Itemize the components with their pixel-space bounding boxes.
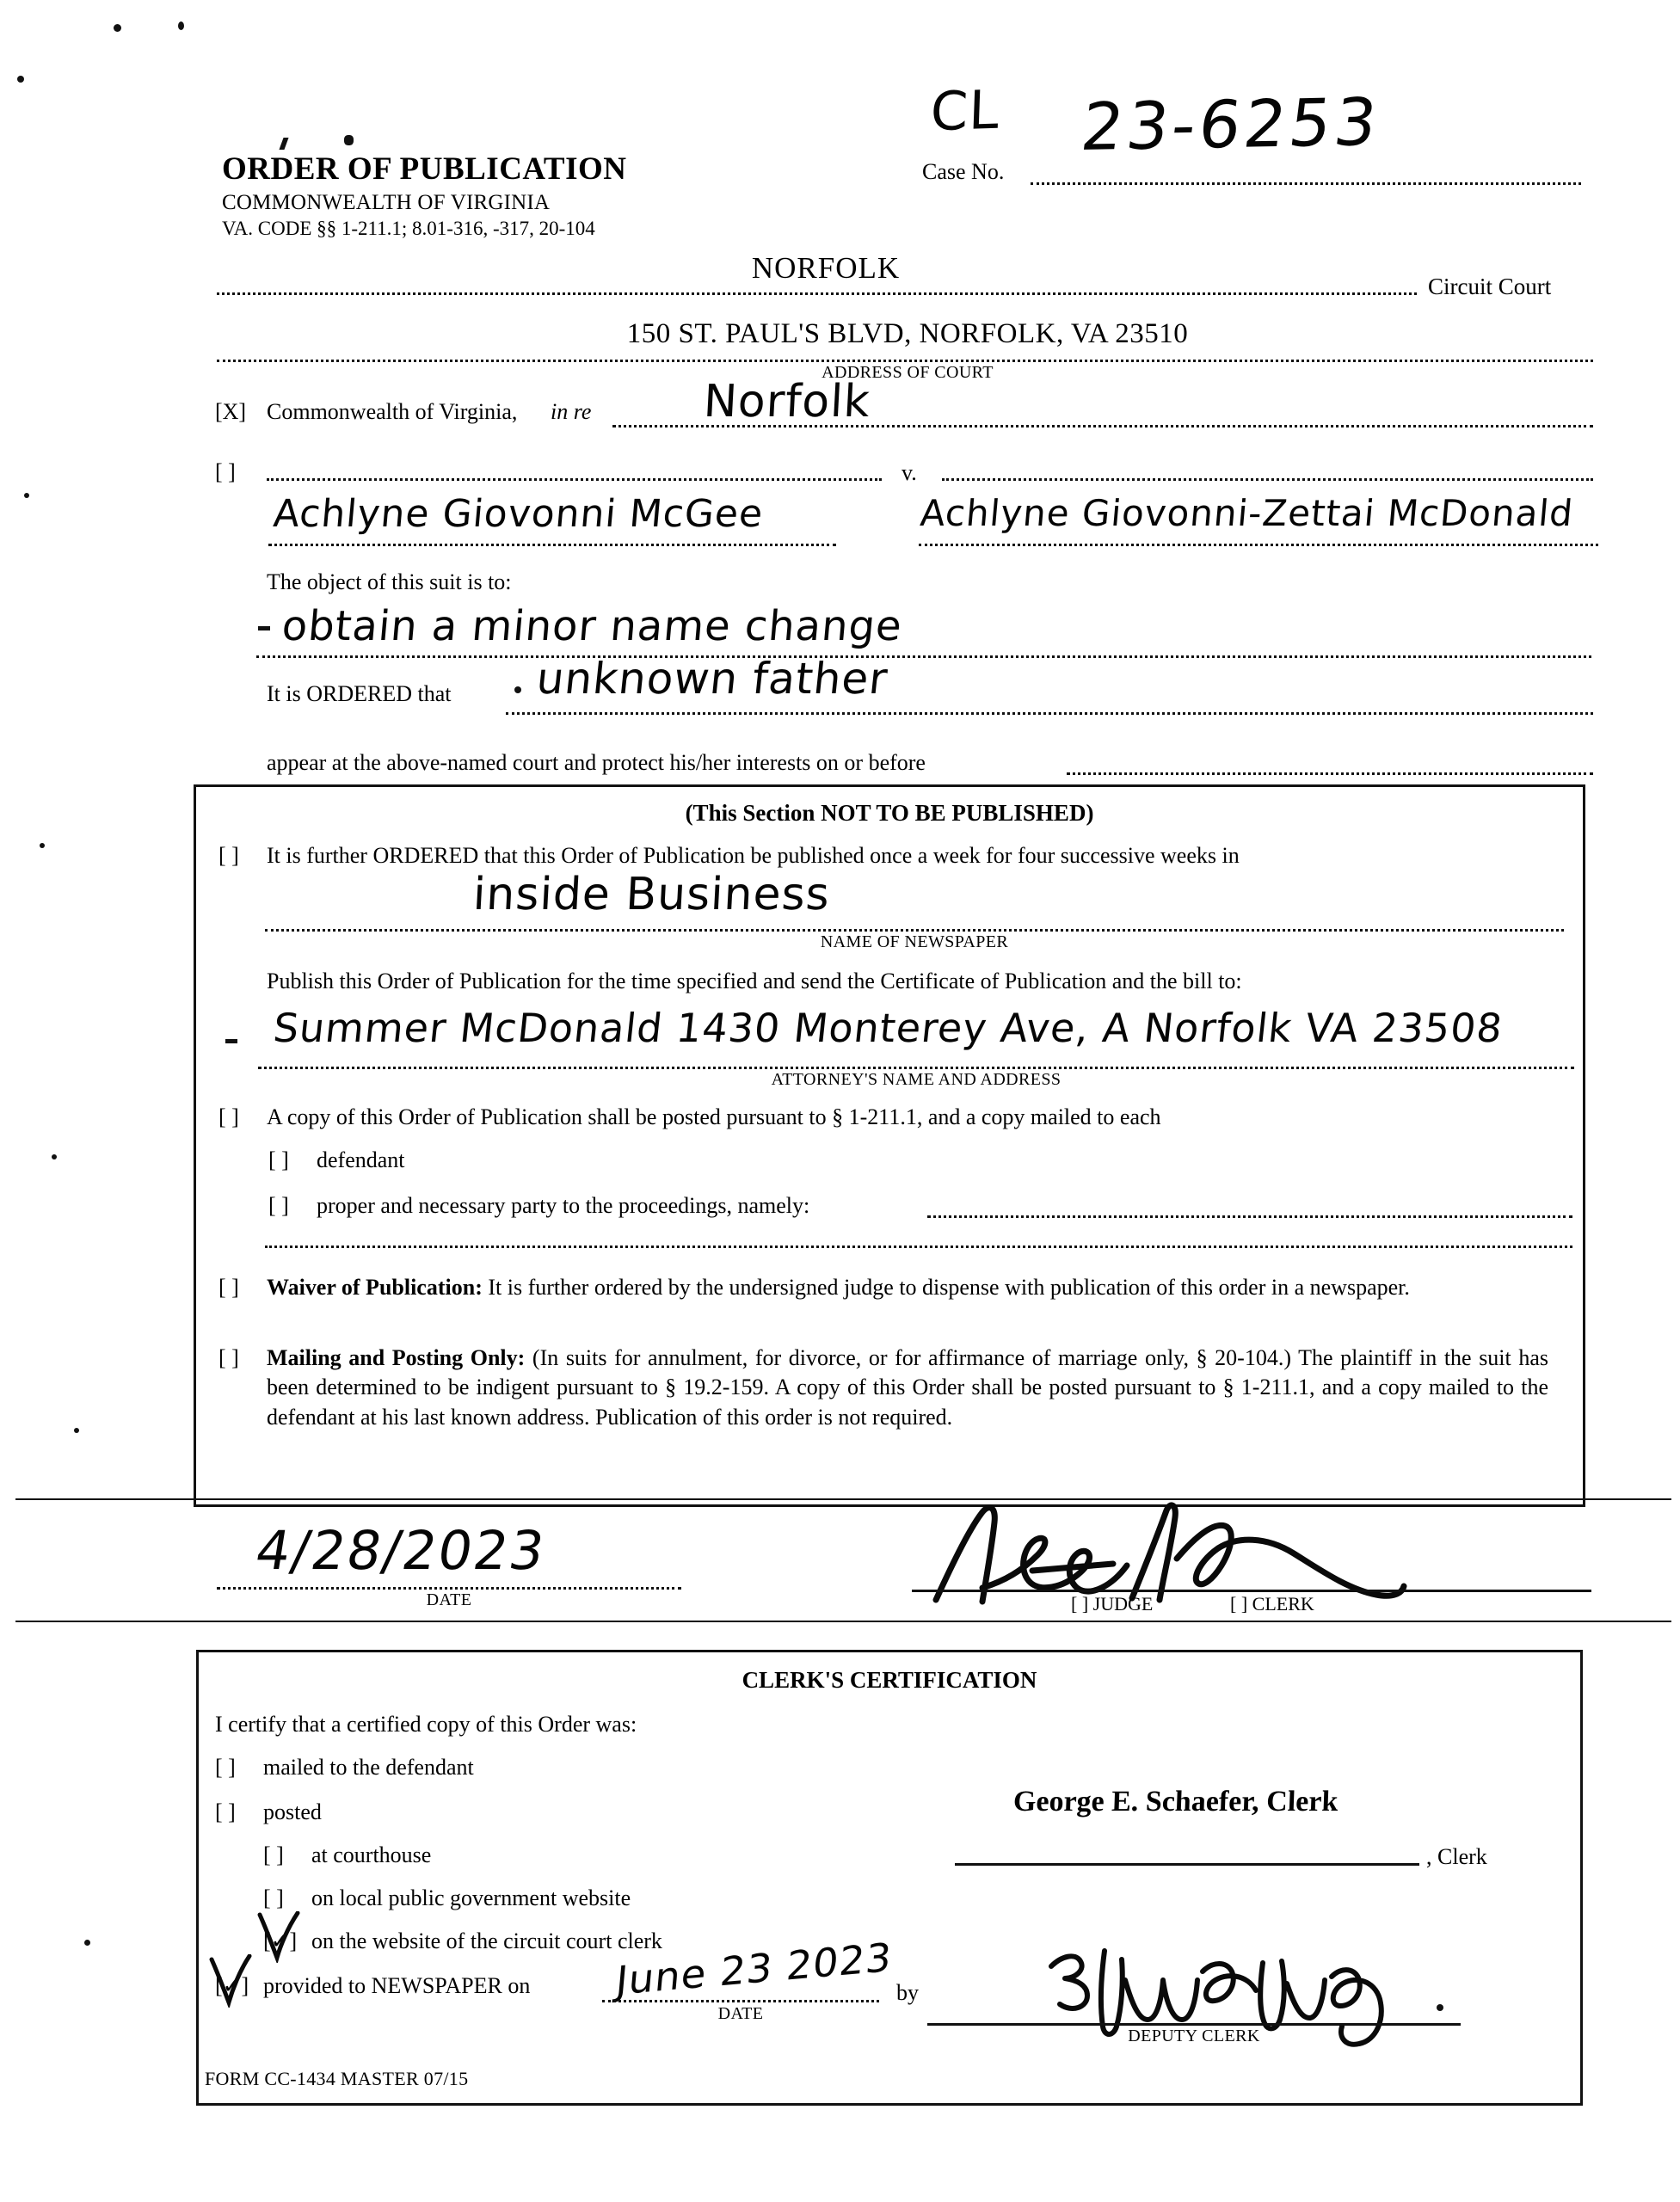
attorney-caption: ATTORNEY'S NAME AND ADDRESS (771, 1070, 1062, 1089)
attorney-bullet-dash (225, 1039, 237, 1043)
it-is-ordered-rule (506, 712, 1593, 715)
page-title: ORDER OF PUBLICATION (222, 151, 627, 187)
clerk-signature-rule (955, 1863, 1419, 1866)
scan-speck (40, 843, 45, 848)
waiver-title: Waiver of Publication: (267, 1275, 483, 1300)
deputy-clerk-caption: DEPUTY CLERK (1128, 2027, 1260, 2045)
appear-instruction: appear at the above-named court and protect his/her interests on or before (267, 750, 926, 775)
second-party-checkbox[interactable]: [ ] (215, 459, 236, 484)
published-checkbox[interactable]: [ ] (218, 843, 239, 868)
by-label: by (896, 1980, 919, 2005)
scan-speck (52, 1154, 57, 1159)
it-is-ordered-label: It is ORDERED that (267, 681, 452, 706)
not-published-heading: (This Section NOT TO BE PUBLISHED) (685, 800, 1094, 826)
scan-speck (17, 76, 24, 83)
mailing-posting-text: (In suits for annulment, for divorce, or for affirmance of marriage only, § 20-104.) The plaintiff in the suit has been determined to be indigent pursuant to § 19.2-159. A copy of this Order shall be posted pursuant to § 1-211.1, and a copy mailed to the defendant at his last known address. Publication of this order is not required. (267, 1345, 1549, 1430)
mailing-posting-checkbox[interactable]: [ ] (218, 1345, 239, 1370)
newspaper-caption: NAME OF NEWSPAPER (820, 932, 1009, 951)
scan-speck (279, 138, 288, 150)
in-re-label: in re (551, 399, 592, 424)
form-footer: FORM CC-1434 MASTER 07/15 (205, 2068, 469, 2089)
waiver-text: It is further ordered by the undersigned judge to dispense with publication of this order in a newspaper. (488, 1275, 1410, 1300)
court-name-rule (217, 292, 1417, 295)
newspaper-provided-date-caption: DATE (717, 2004, 764, 2023)
cert-checkbox-court-website[interactable]: [✓] (263, 1928, 298, 1953)
plaintiff-name-handwritten: Achlyne Giovonni McGee (271, 492, 766, 536)
proper-party-rule (927, 1215, 1572, 1218)
commonwealth-checkbox[interactable]: [X] (215, 399, 247, 424)
copy-posted-text: A copy of this Order of Publication shall be posted pursuant to § 1-211.1, and a copy mailed to each (267, 1104, 1161, 1129)
mailing-posting-paragraph (267, 1344, 1548, 1432)
clerk-certification-intro: I certify that a certified copy of this Order was: (215, 1712, 637, 1737)
waiver-paragraph (267, 1273, 1531, 1302)
cert-checkbox-newspaper[interactable]: [✓] (215, 1973, 249, 1998)
cert-checkbox-mailed[interactable]: [ ] (215, 1755, 236, 1780)
cert-label-local-website: on local public government website (311, 1885, 631, 1910)
newspaper-provided-date-rule (602, 2000, 879, 2002)
defendant-rule (942, 478, 1593, 481)
clerk-line-suffix: , Clerk (1426, 1844, 1487, 1869)
clerk-certification-heading: CLERK'S CERTIFICATION (742, 1667, 1037, 1693)
cert-label-court-website: on the website of the circuit court clerk (311, 1928, 662, 1953)
appear-rule (1067, 772, 1593, 775)
cert-label-courthouse: at courthouse (311, 1842, 432, 1867)
scan-speck (344, 135, 354, 145)
case-number-rule (1031, 182, 1581, 185)
ordered-bullet-dot (514, 686, 521, 693)
it-is-ordered-handwritten: unknown father (533, 654, 891, 704)
newspaper-rule (265, 929, 1564, 932)
deputy-clerk-rule (927, 2023, 1461, 2026)
judge-checkbox[interactable]: [ ] JUDGE (1071, 1593, 1154, 1615)
mailing-posting-title: Mailing and Posting Only: (267, 1345, 526, 1370)
cert-checkbox-local-website[interactable]: [ ] (263, 1885, 284, 1910)
object-of-suit-label: The object of this suit is to: (267, 569, 512, 594)
attorney-address-handwritten: Summer McDonald 1430 Monterey Ave, A Norfolk VA 23508 (271, 1005, 1505, 1051)
newspaper-provided-date-handwritten: June 23 2023 (613, 1934, 895, 2004)
page-horizontal-rule (15, 1498, 1671, 1500)
cert-label-newspaper: provided to NEWSPAPER on (263, 1973, 531, 1998)
deputy-signature-dot (1437, 2004, 1443, 2011)
object-bullet-dash (258, 626, 270, 630)
clerk-checkbox[interactable]: [ ] CLERK (1230, 1593, 1314, 1615)
scan-speck (84, 1940, 90, 1946)
proper-party-checkbox[interactable]: [ ] (268, 1193, 289, 1218)
statute-code-line: VA. CODE §§ 1-211.1; 8.01-316, -317, 20-104 (222, 218, 595, 239)
scan-speck (24, 493, 29, 498)
page-horizontal-rule-2 (15, 1621, 1671, 1622)
scan-speck (178, 22, 184, 30)
court-address: 150 ST. PAUL'S BLVD, NORFOLK, VA 23510 (626, 318, 1189, 349)
page-subtitle: COMMONWEALTH OF VIRGINIA (222, 191, 551, 214)
proper-party-text: proper and necessary party to the proceedings, namely: (317, 1193, 810, 1218)
commonwealth-label: Commonwealth of Virginia, (267, 399, 518, 424)
plaintiff-rule (267, 478, 882, 481)
clerk-name: George E. Schaefer, Clerk (1012, 1786, 1339, 1818)
judge-signature-rule (912, 1590, 1591, 1592)
defendant-name-handwritten: Achlyne Giovonni-Zettai McDonald (918, 492, 1576, 534)
plaintiff-name-rule (268, 544, 836, 546)
cert-label-posted: posted (263, 1799, 322, 1824)
publish-instruction: Publish this Order of Publication for the time specified and send the Certificate of Publication and the bill to: (267, 969, 1242, 993)
published-text: It is further ORDERED that this Order of Publication be published once a week for four successive weeks in (267, 843, 1240, 868)
versus-label: v. (902, 460, 917, 485)
court-name: NORFOLK (751, 251, 901, 285)
copy-posted-checkbox[interactable]: [ ] (218, 1104, 239, 1129)
attorney-rule (258, 1067, 1574, 1069)
object-of-suit-rule (256, 655, 1591, 658)
cert-checkbox-posted[interactable]: [ ] (215, 1799, 236, 1824)
case-number-prefix-handwritten: CL (929, 77, 1001, 144)
defendant-text: defendant (317, 1147, 405, 1172)
case-number-handwritten: 23-6253 (1077, 83, 1385, 166)
newspaper-name-handwritten: inside Business (471, 869, 832, 920)
cert-checkbox-courthouse[interactable]: [ ] (263, 1842, 284, 1867)
court-address-rule (217, 360, 1593, 362)
order-date-rule (217, 1587, 681, 1590)
defendant-checkbox[interactable]: [ ] (268, 1147, 289, 1172)
object-of-suit-handwritten: obtain a minor name change (280, 602, 905, 650)
waiver-checkbox[interactable]: [ ] (218, 1275, 239, 1300)
defendant-name-rule (919, 544, 1598, 546)
scan-speck (114, 24, 121, 32)
circuit-court-label: Circuit Court (1428, 274, 1552, 299)
in-re-value-handwritten: Norfolk (702, 376, 872, 427)
case-number-label: Case No. (922, 159, 1005, 184)
scan-speck (74, 1428, 79, 1433)
judge-signature (929, 1498, 1411, 1610)
cert-label-mailed: mailed to the defendant (263, 1755, 474, 1780)
court-address-caption: ADDRESS OF COURT (822, 363, 994, 382)
order-date-caption: DATE (426, 1590, 472, 1609)
order-date-handwritten: 4/28/2023 (251, 1519, 551, 1582)
proper-party-rule-2 (265, 1246, 1572, 1248)
